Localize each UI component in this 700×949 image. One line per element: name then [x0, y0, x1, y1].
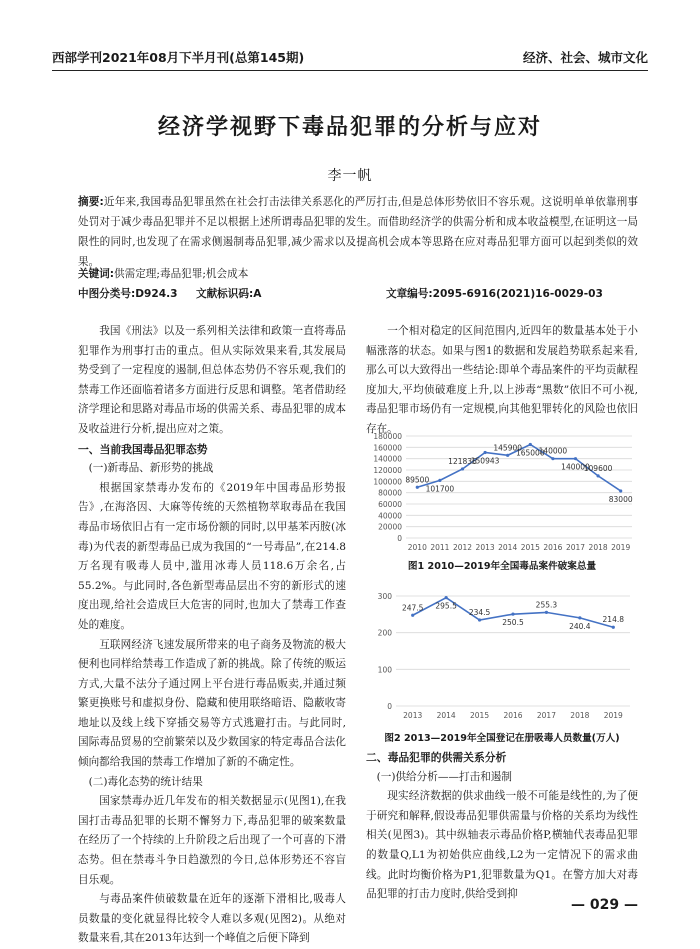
data-point	[545, 611, 548, 614]
body-paragraph: 国家禁毒办近几年发布的相关数据显示(见图1),在我国打击毒品犯罪的长期不懈努力下,毒品犯罪的破案数量在经历了一个持续的上升阶段之后出现了一个可喜的下滑态势。但在禁毒斗争日趋激烈的今日,总体形势还不容盲目乐观。	[78, 795, 346, 886]
y-tick-label: 120000	[373, 466, 402, 475]
body-paragraph: 根据国家禁毒办发布的《2019年中国毒品形势报告》,在海洛因、大麻等传统的天然植物萃取毒品在我国毒品市场依旧占有一定市场份额的同时,以甲基苯丙胺(冰毒)为代表的新型毒品已成为我国的“一号毒品”,在214.8万名现有吸毒人员中,滥用冰毒人员118.6万余名,占55.2%。与此同时,各色新型毒品层出不穷的新形式的速度出现,给社会造成巨大危害的同时,也加大了禁毒工作查处的难度。	[78, 481, 346, 631]
data-point	[484, 451, 487, 454]
x-tick-label: 2013	[403, 711, 423, 720]
page-number: — 029 —	[571, 897, 638, 913]
section-heading: 一、当前我国毒品犯罪态势	[78, 442, 208, 456]
x-tick-label: 2018	[588, 543, 608, 552]
subsection-heading: (一)供给分析——打击和遏制	[376, 770, 512, 783]
data-label: 83000	[608, 494, 633, 504]
data-label: 150943	[470, 456, 500, 466]
x-tick-label: 2015	[470, 711, 490, 720]
figure-2	[366, 586, 638, 724]
data-label: 109600	[583, 463, 613, 473]
x-tick-label: 2017	[565, 543, 586, 552]
journal-issue: 西部学刊2021年08月下半月刊(总第145期)	[52, 50, 305, 65]
data-label: 140000	[538, 446, 568, 456]
x-tick-label: 2010	[407, 543, 427, 552]
right-column-top	[366, 322, 638, 440]
data-point	[445, 596, 448, 599]
figure-1	[366, 430, 638, 554]
data-label: 214.8	[602, 615, 625, 625]
abstract	[78, 192, 638, 272]
data-point	[461, 467, 464, 470]
y-tick-label: 100000	[373, 477, 402, 487]
clc-label: 中图分类号:	[78, 288, 136, 300]
data-label: 234.5	[468, 608, 491, 618]
data-label: 101700	[425, 484, 455, 494]
data-point	[574, 457, 577, 460]
abstract-label: 摘要:	[78, 196, 104, 208]
body-paragraph: 与毒品案件侦破数量在近年的逐渐下滑相比,吸毒人员数量的变化就显得比较令人难以多观(见图2)。从绝对数量来看,其在2013年达到一个峰值之后便下降到	[78, 893, 346, 945]
data-point	[506, 454, 509, 457]
data-label: 255.3	[535, 600, 558, 610]
x-tick-label: 2014	[498, 543, 518, 552]
y-tick-label: 80000	[378, 488, 402, 498]
data-point	[578, 616, 581, 619]
x-tick-label: 2013	[475, 543, 495, 552]
data-point	[597, 474, 600, 477]
y-tick-label: 0	[397, 534, 402, 543]
section-name: 经济、社会、城市文化	[522, 50, 648, 65]
figure-2-caption: 图2 2013—2019年全国登记在册吸毒人员数量(万人)	[384, 733, 620, 744]
x-tick-label: 2019	[611, 543, 631, 552]
y-tick-label: 100	[377, 665, 392, 675]
clc-value: D924.3	[135, 288, 178, 300]
body-paragraph: 我国《刑法》以及一系列相关法律和政策一直将毒品犯罪作为刑事打击的重点。但从实际效果来看,其发展局势受到了一定程度的遏制,但总体态势仍不容乐观,我们的禁毒工作还面临着诸多方面进行反思和调整。笔者借助经济学理论和思路对毒品市场的供需关系、毒品犯罪的成本及收益进行分析,提出应对之策。	[78, 325, 346, 435]
y-tick-label: 60000	[378, 500, 402, 509]
x-tick-label: 2011	[430, 543, 450, 552]
keywords-label: 关键词:	[78, 268, 115, 280]
body-paragraph: 互联网经济飞速发展所带来的电子商务及物流的极大便利也同样给禁毒工作造成了新的挑战。除了传统的贩运方式,大量不法分子通过网上平台进行毒品贩卖,并通过频繁更换账号和虚拟身份、隐藏和使用联络暗语、隐蔽收寄地址以及线上线下穿插交易等方式逃避打击。与此同时,国际毒品贸易的空前繁荣以及少数国家的特定毒品合法化倾向都给我国的禁毒工作增加了新的不确定性。	[78, 638, 346, 769]
subsection-heading: (二)毒化态势的统计结果	[88, 775, 203, 788]
data-point	[478, 618, 481, 621]
data-label: 295.5	[435, 601, 457, 611]
data-point	[551, 457, 554, 460]
doc-code-value: A	[253, 288, 262, 300]
x-tick-label: 2016	[543, 543, 563, 552]
figure-2-chart	[366, 586, 638, 724]
data-point	[438, 479, 441, 482]
doc-code-label: 文献标识码:	[196, 288, 254, 300]
y-tick-label: 0	[387, 702, 392, 711]
x-tick-label: 2015	[520, 543, 540, 552]
x-tick-label: 2016	[503, 711, 523, 720]
y-tick-label: 20000	[378, 522, 402, 532]
data-label: 165000	[515, 448, 545, 458]
right-column-bottom	[366, 748, 638, 905]
keywords	[78, 264, 638, 284]
data-point	[619, 489, 622, 492]
data-point	[529, 443, 532, 446]
article-author: 李一帆	[327, 168, 373, 184]
figure-1-chart	[366, 430, 638, 554]
subsection-heading: (一)新毒品、新形势的挑战	[88, 462, 214, 475]
abstract-text: 近年来,我国毒品犯罪虽然在社会打击法律关系恶化的严厉打击,但是总体形势依旧不容乐观。这说明单单依靠刑事处罚对于减少毒品犯罪并不足以根据上述所谓毒品犯罪的发生。而借助经济学的供需分析和成本收益模型,在证明这一局限性的同时,也发现了在需求侧遏制毒品犯罪,减少需求以及提高机会成本等思路在应对毒品犯罪方面可以起到类似的效果。	[78, 196, 638, 268]
keywords-text: 供需定理;毒品犯罪;机会成本	[114, 268, 249, 280]
x-tick-label: 2018	[570, 711, 590, 720]
article-no-value: 2095-6916(2021)16-0029-03	[432, 288, 603, 300]
data-label: 121836	[448, 456, 477, 466]
y-tick-label: 200	[377, 628, 392, 638]
body-paragraph: 一个相对稳定的区间范围内,近四年的数量基本处于小幅涨落的状态。如果与图1的数据和发展趋势联系起来看,那么可以大致得出一些结论:即单个毒品案件的平均贡献程度加大,平均侦破难度上升,以上涉毒“黑数”依旧不可小视,毒品犯罪市场仍有一定规模,向其他犯罪转化的风险也依旧存在。	[366, 325, 638, 435]
x-tick-label: 2017	[536, 711, 556, 720]
data-point	[411, 614, 414, 617]
classification-line	[78, 284, 638, 304]
y-tick-label: 300	[377, 592, 392, 601]
article-title: 经济学视野下毒品犯罪的分析与应对	[157, 115, 542, 140]
data-point	[612, 626, 615, 629]
data-label: 240.4	[569, 621, 591, 631]
left-column	[78, 322, 346, 949]
x-tick-label: 2012	[452, 543, 473, 552]
data-label: 145900	[493, 443, 523, 453]
figure-1-caption: 图1 2010—2019年全国毒品案件破案总量	[407, 561, 597, 572]
body-paragraph: 现实经济数据的供求曲线一般不可能是线性的,为了便于研究和解释,假设毒品犯罪供需量与价格的关系均为线性相关(见图3)。其中纵轴表示毒品价格P,横轴代表毒品犯罪的数量Q,L1为初始供应曲线,L2为一定情况下的需求曲线。此时均衡价格为P1,犯罪数量为Q1。在警方加大对毒品犯罪的打击力度时,供给受到抑	[366, 790, 638, 901]
section-heading: 二、毒品犯罪的供需关系分析	[366, 751, 507, 764]
data-point	[511, 613, 514, 616]
data-label: 140000	[561, 462, 590, 472]
data-label: 247.5	[401, 603, 424, 613]
article-no-label: 文章编号:	[386, 288, 433, 300]
data-point	[416, 486, 419, 489]
data-label: 89500	[405, 475, 430, 485]
y-tick-label: 180000	[373, 432, 402, 441]
y-tick-label: 140000	[373, 454, 402, 464]
x-tick-label: 2014	[436, 711, 456, 720]
data-label: 250.5	[502, 618, 524, 628]
y-tick-label: 40000	[378, 511, 402, 521]
x-tick-label: 2019	[603, 711, 623, 720]
y-tick-label: 160000	[373, 443, 402, 453]
page-header	[52, 44, 648, 71]
